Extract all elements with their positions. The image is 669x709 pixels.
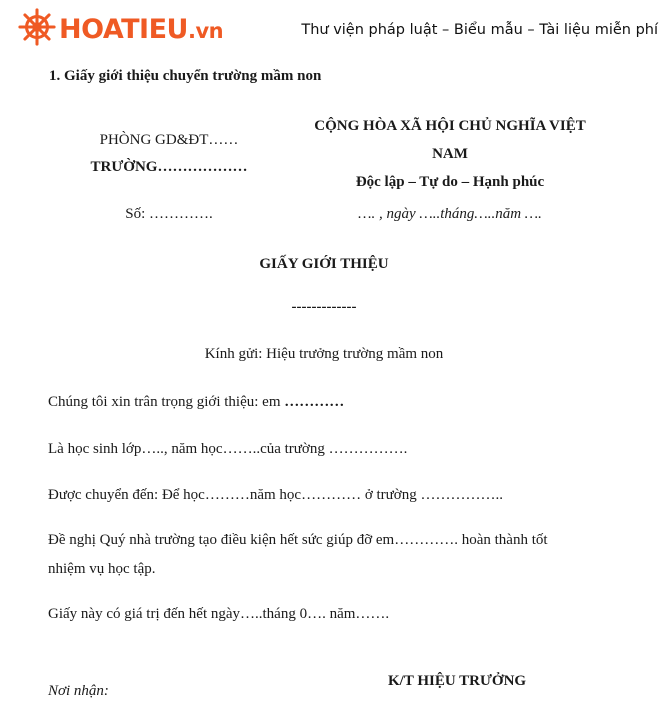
document-date: …. , ngày …..tháng…..năm …. [358, 206, 542, 222]
school-line: TRƯỜNG……………… [90, 159, 248, 175]
request-line-2: nhiệm vụ học tập. [48, 561, 156, 577]
site-slogan: Thư viện pháp luật – Biểu mẫu – Tài liệu miễn phí [301, 22, 658, 38]
document-title: GIẤY GIỚI THIỆU [259, 256, 389, 272]
logo-suffix: .vn [187, 18, 224, 43]
transfer-line: Được chuyển đến: Để học………năm học………… ở trường …………….. [48, 487, 503, 503]
title-separator: ------------- [291, 299, 357, 315]
request-line-1: Đề nghị Quý nhà trường tạo điều kiện hết sức giúp đỡ em…………. hoàn thành tốt [48, 532, 548, 548]
signature-title: K/T HIỆU TRƯỞNG [388, 673, 527, 689]
introduction-line: Chúng tôi xin trân trọng giới thiệu: em ………… [48, 394, 345, 410]
section-title: 1. Giấy giới thiệu chuyển trường mầm non [49, 68, 322, 84]
country-name-line2: NAM [432, 146, 468, 162]
logo-text: HOATIEU.vn [59, 13, 224, 45]
recipient-line: Kính gửi: Hiệu trưởng trường mầm non [204, 346, 444, 362]
country-name-line1: CỘNG HÒA XÃ HỘI CHỦ NGHĨA VIỆT [314, 118, 586, 134]
student-class-line: Là học sinh lớp….., năm học……..của trường ……………. [48, 441, 408, 457]
validity-line: Giấy này có giá trị đến hết ngày…..tháng 0…. năm……. [48, 606, 390, 622]
site-header [0, 0, 669, 60]
department-line: PHÒNG GD&ĐT…… [99, 132, 239, 148]
receiver-label: Nơi nhận: [48, 683, 109, 699]
site-logo[interactable] [18, 9, 223, 49]
national-motto: Độc lập – Tự do – Hạnh phúc [355, 174, 545, 190]
ship-wheel-icon [18, 8, 56, 51]
document-number: Số: …………. [125, 206, 213, 222]
